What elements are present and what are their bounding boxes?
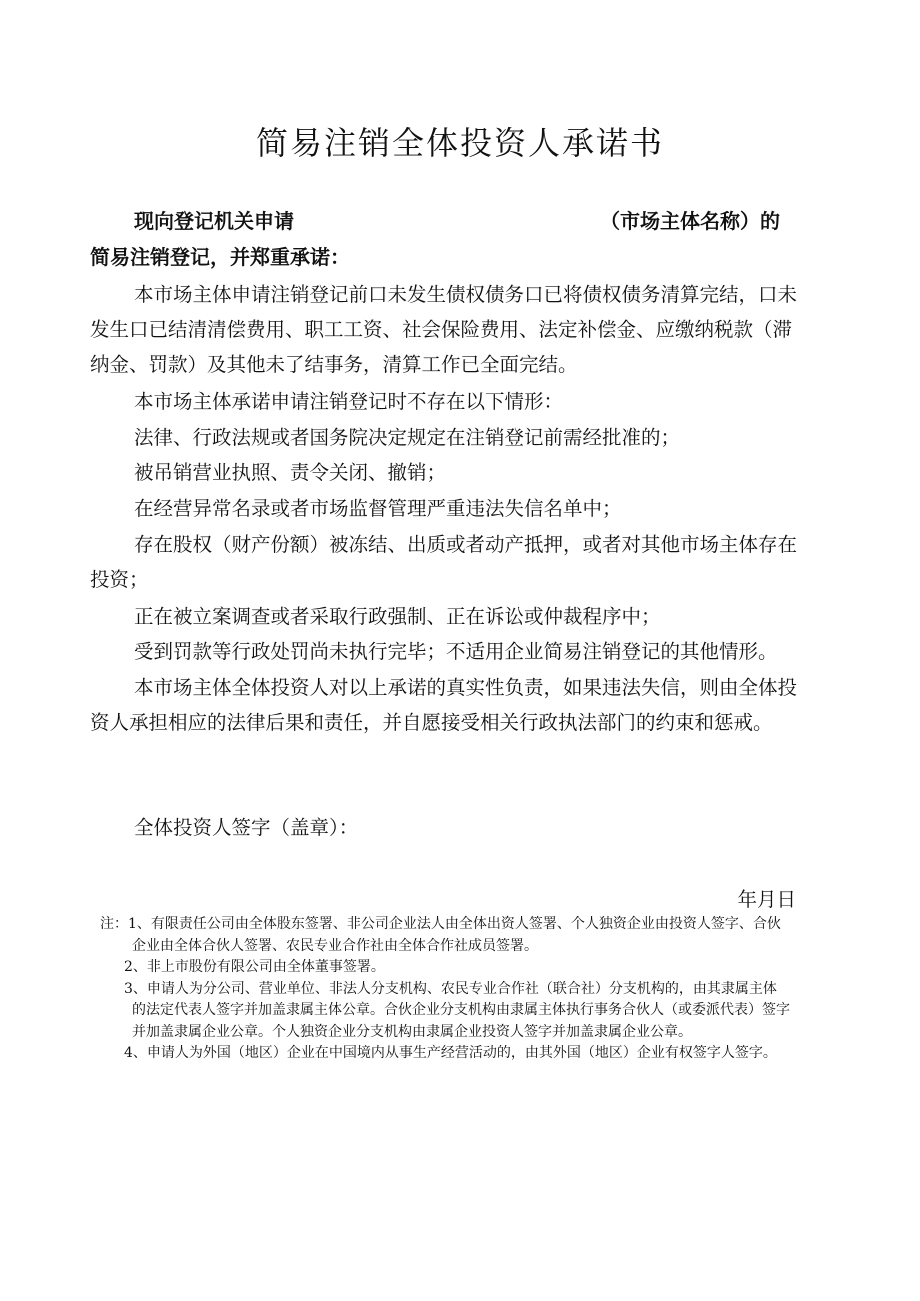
note-item: 注：1、有限责任公司由全体股东签署、非公司企业法人由全体出资人签署、个人独资企业由投资人签字、合伙企业由全体合伙人签署、农民专业合作社由全体合作社成员签署。 (100, 916, 781, 954)
date-label: 年月日 (737, 888, 796, 911)
debt-clearance-paragraph: 本市场主体申请注销登记前口未发生债权债务口已将债权债务清算完结，口未发生口已结清清偿费用、职工工资、社会保险费用、法定补偿金、应缴纳税款（滞纳金、罚款）及其他未了结事务，清算工作已全面完结。 (90, 283, 798, 376)
signature-label: 全体投资人签字（盖章）： (134, 816, 359, 839)
intro-line-2: 简易注销登记，并郑重承诺： (90, 245, 350, 269)
notes-section (100, 914, 790, 1065)
no-conditions-statement: 本市场主体承诺申请注销登记时不存在以下情形： (134, 390, 564, 413)
condition-item-approval: 法律、行政法规或者国务院决定规定在注销登记前需经批准的； (134, 426, 681, 449)
note-item: 2、非上市股份有限公司由全体董事签署。 (124, 959, 385, 975)
condition-item-abnormal-list: 在经营异常名录或者市场监督管理严重违法失信名单中； (134, 497, 622, 520)
entity-name-hint: （市场主体名称）的 (600, 209, 780, 233)
document-title: 简易注销全体投资人承诺书 (255, 124, 664, 162)
intro-line-1 (134, 205, 784, 234)
condition-item-equity-frozen: 存在股权（财产份额）被冻结、出质或者动产抵押，或者对其他市场主体存在投资； (90, 533, 798, 591)
condition-item-penalty: 受到罚款等行政处罚尚未执行完毕；不适用企业简易注销登记的其他情形。 (134, 640, 778, 663)
intro-prefix: 现向登记机关申请 (134, 209, 294, 233)
note-item: 4、申请人为外国（地区）企业在中国境内从事生产经营活动的，由其外国（地区）企业有权签字人签字。 (124, 1045, 777, 1061)
responsibility-paragraph: 本市场主体全体投资人对以上承诺的真实性负责，如果违法失信，则由全体投资人承担相应的法律后果和责任，并自愿接受相关行政执法部门的约束和惩戒。 (90, 676, 798, 734)
note-item: 3、申请人为分公司、营业单位、非法人分支机构、农民专业合作社（联合社）分支机构的，由其隶属主体的法定代表人签字并加盖隶属主体公章。合伙企业分支机构由隶属主体执行事务合伙人（或委派代表）签字并加盖隶属企业公章。个人独资企业分支机构由隶属企业投资人签字并加盖隶属企业公章。 (124, 980, 790, 1040)
condition-item-investigation: 正在被立案调查或者采取行政强制、正在诉讼或仲裁程序中； (134, 605, 661, 628)
condition-item-revoked: 被吊销营业执照、责令关闭、撤销； (134, 461, 447, 484)
